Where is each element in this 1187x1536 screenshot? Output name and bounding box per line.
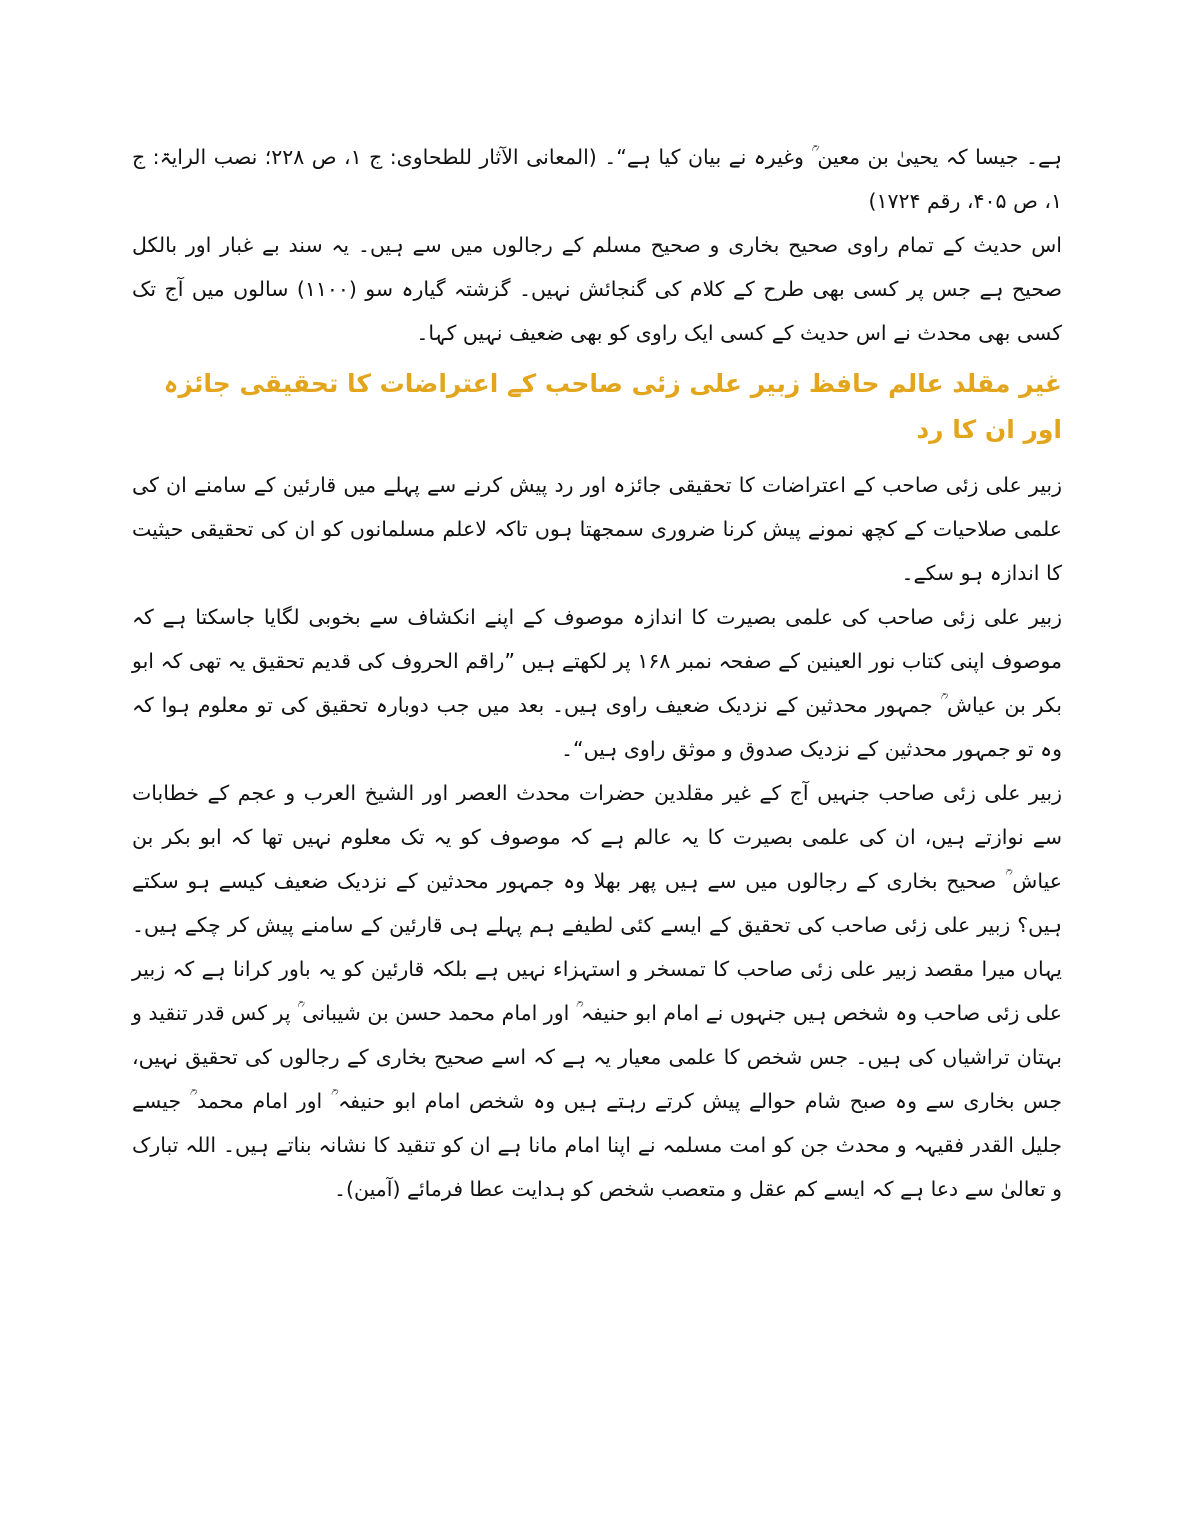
intro-paragraph: زبیر علی زئی صاحب کے اعتراضات کا تحقیقی جائزہ اور رد پیش کرنے سے پہلے میں قارئین کے سامنے ان کی علمی صلاحیات کے کچھ نمونے پیش کرنا ضروری سمجھتا ہوں تاکہ لاعلم مسلمانوں کو ان کی تحقیقی حیثیت کا اندازہ ہو سکے۔ [132, 473, 1062, 585]
article-body [132, 135, 1062, 1211]
closing-paragraph: زبیر علی زئی صاحب جنہیں آج کے غیر مقلدین حضرات محدث العصر اور الشیخ العرب و عجم کے خطابات سے نوازتے ہیں، ان کی علمی بصیرت کا یہ عالم ہے کہ موصوف کو یہ تک معلوم نہیں تھا کہ ابو بکر بن عیاش ؒ صحیح بخاری کے رجالوں میں سے ہیں پھر بھلا وہ جمہور محدثین کے نزدیک ضعیف کیسے ہو سکتے ہیں؟ زبیر علی زئی صاحب کی تحقیق کے ایسے کئی لطیفے ہم پہلے ہی قارئین کے سامنے پیش کر چکے ہیں۔ یہاں میرا مقصد زبیر علی زئی صاحب کا تمسخر و استہزاء نہیں ہے بلکہ قارئین کو یہ باور کرانا ہے کہ زبیر علی زئی صاحب وہ شخص ہیں جنہوں نے امام ابو حنیفہ ؒ اور امام محمد حسن بن شیبانی ؒ پر کس قدر تنقید و بہتان تراشیاں کی ہیں۔ جس شخص کا علمی معیار یہ ہے کہ اسے صحیح بخاری کے رجالوں کی تحقیق نہیں، جس بخاری سے وہ صبح شام حوالے پیش کرتے رہتے ہیں وہ شخص امام ابو حنیفہ ؒ اور امام محمد ؒ جیسے جلیل القدر فقیہہ و محدث جن کو امت مسلمہ نے اپنا امام مانا ہے ان کو تنقید کا نشانہ بناتے ہیں۔ اللہ تبارک و تعالیٰ سے دعا ہے کہ ایسے کم عقل و متعصب شخص کو ہدایت عطا فرمائے (آمین)۔ [132, 781, 1062, 1201]
section-heading: غیر مقلد عالم حافظ زبیر علی زئی صاحب کے اعتراضات کا تحقیقی جائزہ اور ان کا رد [163, 369, 1062, 444]
citation-paragraph: ہے۔ جیسا کہ یحییٰ بن معین ؒ وغیرہ نے بیان کیا ہے“۔ (المعانی الآثار للطحاوی: ج ۱، ص ۲۲۸؛ نصب الرایۃ: ج ۱، ص ۴۰۵، رقم ۱۷۲۴) [132, 145, 1063, 213]
quote-paragraph: زبیر علی زئی صاحب کی علمی بصیرت کا اندازہ موصوف کے اپنے انکشاف سے بخوبی لگایا جاسکتا ہے کہ موصوف اپنی کتاب نور العینین کے صفحہ نمبر ۱۶۸ پر لکھتے ہیں ”راقم الحروف کی قدیم تحقیق یہ تھی کہ ابو بکر بن عیاش ؒ جمہور محدثین کے نزدیک ضعیف راوی ہیں۔ بعد میں جب دوبارہ تحقیق کی تو معلوم ہوا کہ وہ تو جمہور محدثین کے نزدیک صدوق و موثق راوی ہیں“۔ [132, 605, 1063, 761]
hadith-chain-paragraph: اس حدیث کے تمام راوی صحیح بخاری و صحیح مسلم کے رجالوں میں سے ہیں۔ یہ سند بے غبار اور بالکل صحیح ہے جس پر کسی بھی طرح کے کلام کی گنجائش نہیں۔ گزشتہ گیارہ سو (۱۱۰۰) سالوں میں آج تک کسی بھی محدث نے اس حدیث کے کسی ایک راوی کو بھی ضعیف نہیں کہا۔ [132, 233, 1062, 345]
